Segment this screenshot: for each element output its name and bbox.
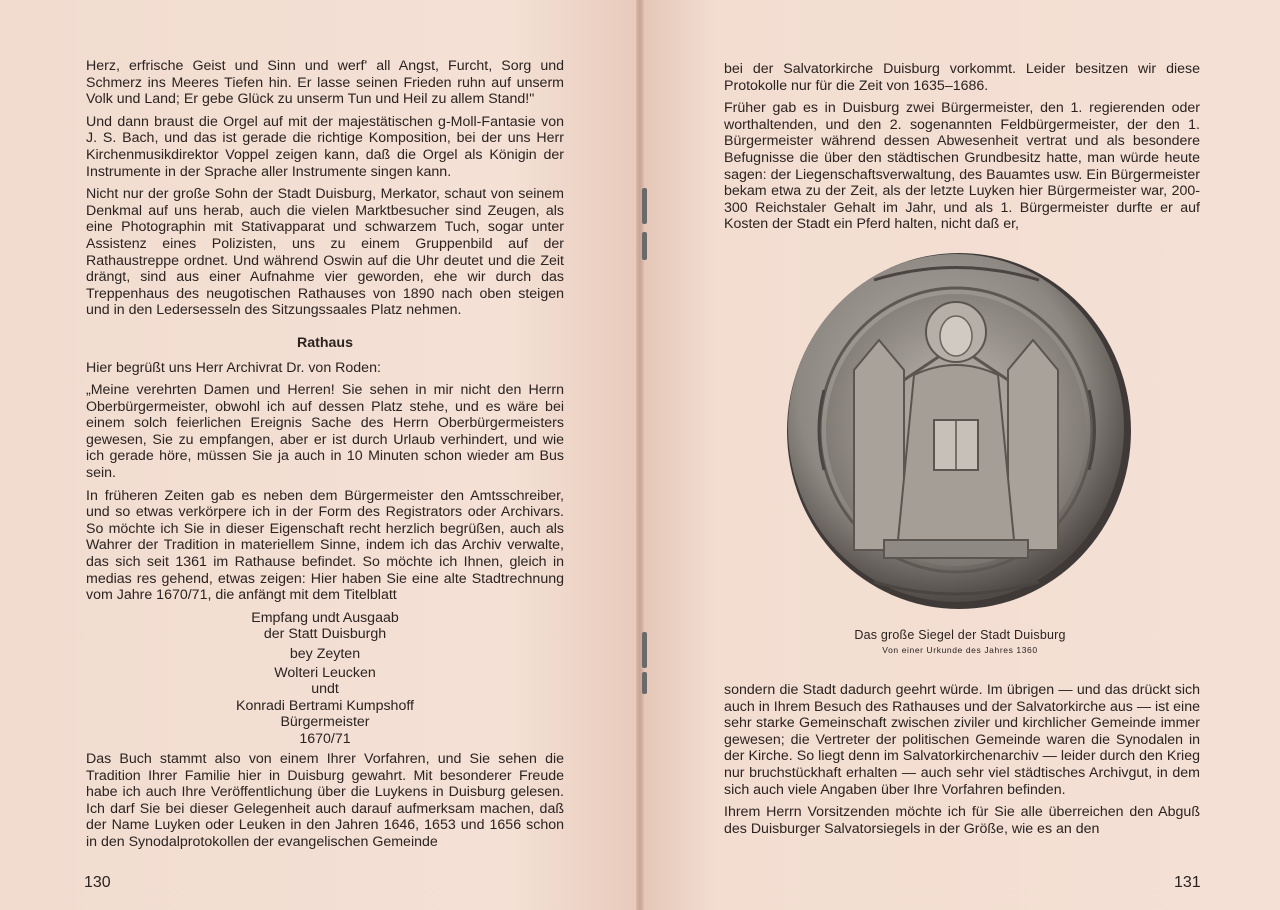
paragraph: „Meine verehrten Damen und Herren! Sie sehen in mir nicht den Herrn Oberbürgermeister, obwohl ich auf dessen Platz stehe, und es wäre bei einem solch feierlichen Ereignis Sache des Herrn Oberbürgermeisters gewesen, Sie zu empfangen, aber er ist durch Urlaub verhindert, und wie ich gerade höre, müssen Sie ja auch in 10 Minuten schon wieder am Bus sein. [86,382,564,482]
paragraph: Ihrem Herrn Vorsitzenden möchte ich für Sie alle überreichen den Abguß des Duisburger Salvatorsiegels in der Größe, wie es an den [724,804,1200,837]
seal-icon [784,250,1134,612]
figure-caption [780,628,1140,655]
verse-line: Wolteri Leucken [274,665,376,682]
verse-line: bey Zeyten [289,645,361,662]
page-number: 131 [1174,874,1201,891]
staple [642,632,647,668]
paragraph: Das Buch stammt also von einem Ihrer Vorfahren, und Sie sehen die Tradition Ihrer Familie hier in Duisburg gewahrt. Mit besonderer Freude habe ich auch Ihre Veröffentlichung über die Luykens in Duisburg gelesen. Ich darf Sie bei dieser Gelegenheit auch darauf aufmerksam machen, daß der Name Luyken oder Leuken in den Jahren 1646, 1653 und 1656 schon in den Synodalprotokollen der evangelischen Gemeinde [86,751,564,851]
caption-subtitle: Von einer Urkunde des Jahres 1360 [882,645,1038,655]
caption-title: Das große Siegel der Stadt Duisburg [854,628,1066,642]
staple [642,672,647,694]
verse-line: Konradi Bertrami Kumpshoff [236,697,414,714]
verse-line: undt [311,681,339,698]
right-page-text-bottom [724,682,1200,843]
verse-line: Bürgermeister [280,714,370,731]
paragraph: sondern die Stadt dadurch geehrt würde. Im übrigen — und das drückt sich auch in Ihrem Besuch des Rathauses und der Salvatorkirche aus — ist eine sehr starke Gemeinschaft zwischen ziviler und kirchlicher Gemeinde immer gewesen; die Vertreter der politischen Gemeinde waren die Synodalen in der Kirche. So liegt denn im Salvatorkirchenarchiv — leider durch den Krieg nur bruchstückhaft erhalten — auch sehr viel städtisches Archivgut, in dem sich auch viele Angaben über Ihre Vorfahren befinden. [724,682,1200,798]
right-page [640,0,1280,910]
book-gutter [636,0,644,910]
verse-line: der Statt Duisburgh [263,626,387,643]
verse-line: 1670/71 [299,730,351,747]
right-page-text-top [724,61,1200,239]
title-page-verse [86,610,564,747]
paragraph: Und dann braust die Orgel auf mit der majestätischen g-Moll-Fantasie von J. S. Bach, und das ist gerade die richtige Komposition, bei der uns Herr Kirchenmusikdirektor Voppel zeigen kann, daß die Orgel als Königin der Instrumente in der Sprache aller Instrumente singen kann. [86,113,564,180]
paragraph: Herz, erfrische Geist und Sinn und werf' all Angst, Furcht, Sorg und Schmerz ins Meeres Tiefen hin. Er lasse seinen Frieden ruhn auf unserm Volk und Land; Er gebe Glück zu unserm Tun und Heil zu allem Stand!" [86,58,564,108]
page-number: 130 [84,874,111,891]
paragraph: Hier begrüßt uns Herr Archivrat Dr. von Roden: [86,359,381,376]
seal-image [784,250,1134,620]
paragraph: bei der Salvatorkirche Duisburg vorkommt. Leider besitzen wir diese Protokolle nur für die Zeit von 1635–1686. [724,61,1200,94]
verse-line: Empfang undt Ausgaab [251,609,399,626]
staple [642,232,647,260]
paragraph: Nicht nur der große Sohn der Stadt Duisburg, Merkator, schaut von seinem Denkmal auf uns herab, auch die vielen Marktbesucher sind Zeugen, als eine Photographin mit Stativapparat und schwarzem Tuch, sogar unter Assistenz eines Polizisten, uns zu einem Gruppenbild auf der Rathaustreppe ordnet. Und während Oswin auf die Uhr deutet und die Zeit drängt, sind aus einer Aufnahme vier geworden, ehe wir durch das Treppenhaus des neugotischen Rathauses von 1890 nach oben steigen und in den Ledersesseln des Sitzungssaales Platz nehmen. [86,186,564,319]
paragraph: In früheren Zeiten gab es neben dem Bürgermeister den Amtsschreiber, und so etwas verkörpere ich in der Form des Registrators oder Archivars. So möchte ich Sie in dieser Eigenschaft recht herzlich begrüßen, auch als Wahrer der Tradition in materiellem Sinne, indem ich das Archiv verwalte, das sich seit 1361 im Rathause befindet. So möchte ich Ihnen, gleich in medias res gehend, etwas zeigen: Hier haben Sie eine alte Stadtrechnung vom Jahre 1670/71, die anfängt mit dem Titelblatt [86,487,564,604]
staple [642,188,647,224]
section-heading: Rathaus [297,334,353,351]
left-page-text [86,58,564,857]
paragraph: Früher gab es in Duisburg zwei Bürgermeister, den 1. regierenden oder worthaltenden, und den 2. sogenannten Feldbürgermeister, der den 1. Bürgermeister während dessen Abwesenheit vertrat und als besondere Befugnisse die über den städtischen Grundbesitz hatte, man würde heute sagen: der Liegenschaftsverwaltung, des Bauamtes usw. Ein Bürgermeister bekam etwa zu der Zeit, als der letzte Luyken hier Bürgermeister war, 200-300 Reichstaler Gehalt im Jahr, und als 1. Bürgermeister durfte er auf Kosten der Stadt ein Pferd halten, nicht daß er, [724,100,1200,233]
